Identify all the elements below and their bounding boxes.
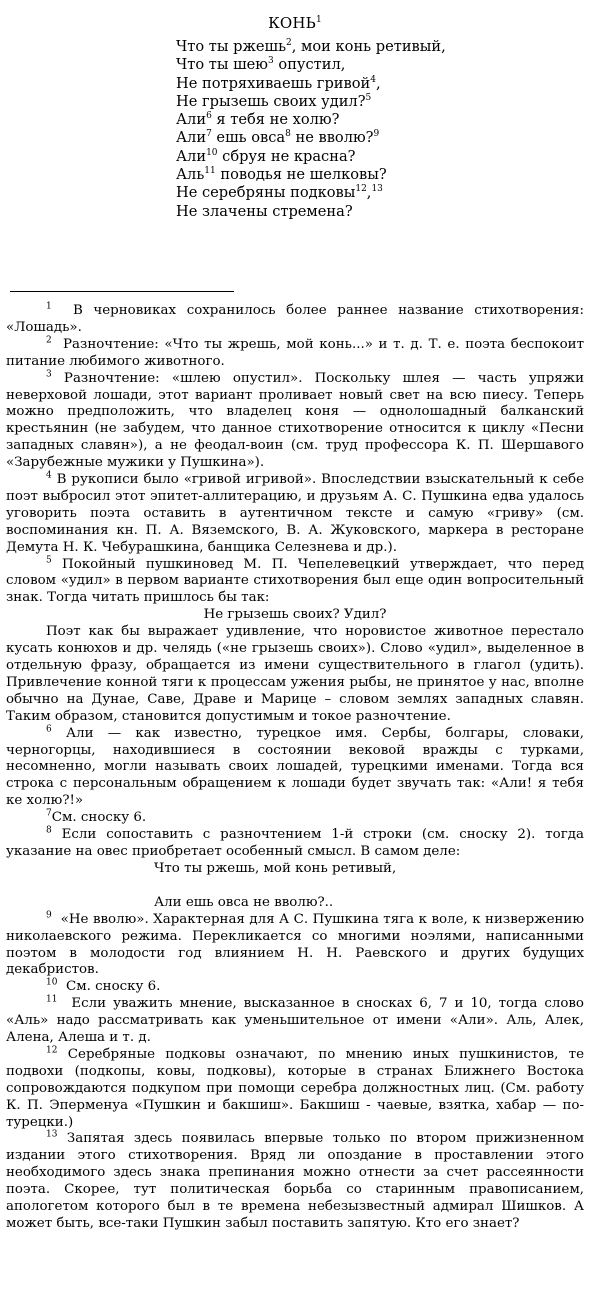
footnote-text: В черновиках сохранилось более раннее название стихотворения: «Лошадь». (6, 302, 589, 335)
poem-line (176, 166, 584, 184)
footnotes (6, 301, 589, 1233)
poem-line (176, 38, 584, 56)
footnote (6, 470, 589, 557)
poem-line-text: Что ты шею (176, 56, 269, 74)
poem-line-text: Что ты ржешь (176, 38, 287, 55)
footnote (6, 369, 589, 472)
footnote-number: 7 (46, 808, 52, 819)
poem-line-text: Али (176, 129, 207, 147)
footnote-text: В рукописи было «гривой игривой». Впоследствии взыскательный к себе поэт выбросил этот эпитет-аллитерацию, и друзьям А. С. Пушкина едва удалось уговорить поэта оставить в аутентичном тексте и самую «гриву» (см. воспоминания кн. П. А. Вяземского, В. А. Жуковского, маркера в ресторане Демута Н. К. Чебурашкина, банщика Селезнева и др.). (6, 472, 589, 555)
footnote-ref: 2 (286, 38, 292, 49)
footnote (6, 555, 589, 608)
footnote-text: См. сноску 6. (57, 979, 161, 995)
footnote-number: 8 (46, 825, 52, 836)
poem-line-text: поводья не шелковы? (215, 166, 387, 184)
footnote-text: См. сноску 6. (51, 810, 147, 826)
footnote-ref: 10 (206, 147, 218, 158)
poem-line-text: Не злачены стремена? (176, 202, 353, 220)
footnote-text: Разночтение: «Что ты жрешь, мой конь...» и т. д. Т. е. поэта беспокоит питание любимого животного. (6, 336, 589, 369)
poem-line-text: Не серебряны подковы (176, 184, 356, 202)
footnote-quote-line: Али ешь овса не вволю?.. (154, 894, 334, 910)
poem-line-text: я тебя не холю? (211, 111, 340, 129)
poem-line-text: Али (176, 147, 207, 165)
footnote-quote-line: Что ты ржешь, мой конь ретивый, (154, 860, 397, 876)
poem-line-text: Не грызешь своих удил? (176, 92, 366, 110)
footnote-paragraph: Поэт как бы выражает удивление, что норовистое животное перестало кусать конюхов и др. челядь («не грызешь своих»). Слово «удил», выделенное в отдельную фразу, обращается из имени существительного в глагол (удить). Привлечение конной тяги к процессам ужения рыбы, не принятое у нас, вполне обычно на Дунае, Саве, Драве и Марице – словом землях западных славян. Таким образом, становится допустимым и токое разночтение. (6, 624, 584, 724)
poem-line-text: , (375, 74, 381, 92)
title-footnote-mark: 1 (315, 15, 322, 25)
footnote-text: Али — как известно, турецкое имя. Сербы, болгары, словаки, черногорцы, находившиеся в состоянии вековой вражды с турками, несомненно, могли называть своих лошадей, турецкими именами. Тогда вся строка с персональным обращением к лошади будет звучать так: «Али! я тебя ке холю?!» (6, 725, 589, 809)
poem-body (176, 38, 584, 221)
footnote-ref: 3 (268, 56, 274, 67)
poem-line-text: , мои конь ретивый, (291, 38, 446, 55)
footnote-number: 10 (46, 977, 58, 988)
footnote-number: 3 (46, 369, 52, 380)
footnote (6, 335, 589, 371)
footnote-number: 6 (46, 724, 52, 735)
footnote-number: 13 (46, 1130, 58, 1140)
footnote-divider (10, 291, 234, 292)
footnote (6, 994, 589, 1047)
poem-line (176, 129, 584, 147)
footnote-ref: 12 (355, 184, 367, 195)
footnote (6, 1130, 589, 1232)
poem-line-text: Али (176, 111, 207, 129)
footnote-number: 11 (46, 994, 58, 1005)
footnote (6, 301, 589, 337)
footnote-ref: 6 (206, 111, 212, 122)
footnote-text: Серебряные подковы означают, по мнению иных пушкинистов, те подвохи (подкопы, ковы, подковы), которые в странах Ближнего Востока сопровождаются подкупом при помощи серебра должностных лиц. (См. работу К. П. Эперменуа «Пушкин и бакшиш». Бакшиш - чаевые, взятка, хабар — по-турецки.) (6, 1046, 589, 1130)
poem-line (176, 56, 584, 74)
footnote-example-line: Не грызешь своих? Удил? (203, 607, 387, 623)
footnote (6, 724, 589, 811)
footnote (6, 1045, 589, 1132)
poem-line (176, 184, 584, 202)
page (0, 14, 590, 1294)
footnote-text: Если уважить мнение, высказанное в сносках 6, 7 и 10, тогда слово «Аль» надо рассматривать как уменьшительное от имени «Али». Аль, Алек, Алена, Алеша и т. д. (6, 996, 589, 1046)
poem-line-text: опустил, (273, 56, 346, 74)
footnote-number: 12 (46, 1045, 58, 1056)
footnote (6, 810, 584, 827)
footnote-text: Запятая здесь появилась впервые только по втором прижизненном издании этого стихотворения. Вряд ли опоздание в проставлении этого необходимого здесь знака препинания можно отнести за счет рассеянности поэта. Скорее, тут политическая борьба со старинным правописанием, апологетом которого был в те времена небезызвестный адмирал Шишков. А может быть, все-таки Пушкин забыл поставить запятую. Кто его знает? (6, 1131, 589, 1231)
footnote-number: 1 (46, 301, 52, 312)
poem-line-text: , (366, 184, 372, 202)
footnote-ref: 8 (285, 129, 291, 140)
footnote-number: 9 (46, 910, 52, 921)
poem-line (176, 111, 584, 129)
poem-line (176, 148, 584, 166)
footnote-ref: 11 (204, 166, 216, 177)
footnote-ref: 4 (370, 74, 376, 85)
footnote (6, 979, 584, 996)
footnote (6, 910, 589, 980)
footnote-ref: 9 (373, 129, 380, 140)
footnote-ref: 13 (371, 184, 383, 195)
footnote-ref: 7 (206, 129, 212, 140)
poem-line (176, 75, 584, 93)
poem-line (176, 203, 584, 221)
title-text: КОНЬ (268, 14, 316, 32)
footnote-ref: 5 (365, 93, 372, 104)
poem-line-text: ешь овса (211, 129, 286, 147)
footnote-text: Если сопоставить с разночтением 1-й строки (см. сноску 2). тогда указание на овес приобретает особенный смысл. В самом деле: (6, 827, 589, 859)
footnote (6, 825, 589, 861)
footnote-text: Покойный пушкиновед М. П. Чепелевецкий утверждает, что перед словом «удил» в первом варианте стихотворения был еще один вопросительный знак. Тогда читать пришлось бы так: (6, 556, 589, 606)
footnote-number: 4 (46, 470, 52, 481)
poem-line (176, 93, 584, 111)
poem-line-text: Не потряхиваешь гривой (176, 74, 371, 92)
poem-line-text: Аль (176, 166, 205, 184)
poem-title (6, 14, 584, 32)
footnote-number: 2 (46, 335, 52, 346)
poem-line-text: не вволю? (290, 129, 374, 147)
footnote-text: «Не вволю». Характерная для А С. Пушкина тяга к воле, к низвержению николаевского режима. Перекликается со многими ноэлями, написанными поэтом в молодости год влиянием Н. Н. Раевского и других будущих декабристов. (6, 911, 589, 978)
poem-line-text: сбруя не красна? (217, 147, 356, 165)
footnote-text: Разночтение: «шлею опустил». Поскольку шлея — часть упряжи неверховой лошади, этот вариант проливает новый свет на всю пиесу. Теперь можно предположить, что владелец коня — однолошадный балканский крестьянин (не забудем, что данное стихотворение относится к циклу «Песни западных славян»), а не феодал-воин (см. труд профессора К. П. Шершавого «Зарубежные мужики у Пушкина»). (6, 370, 589, 471)
footnote-number: 5 (46, 555, 52, 566)
